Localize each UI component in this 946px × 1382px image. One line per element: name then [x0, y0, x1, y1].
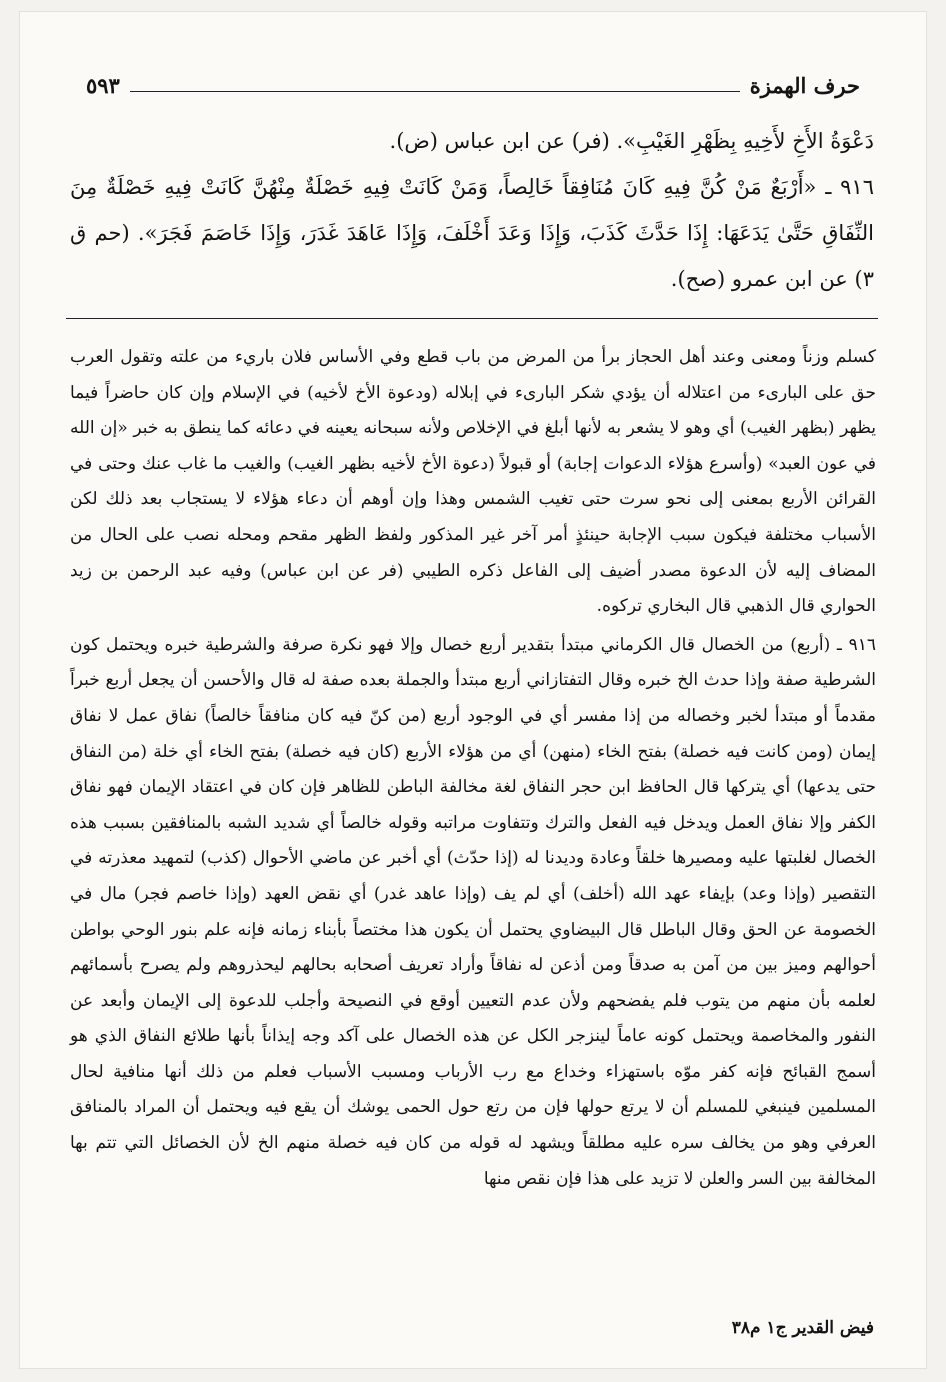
commentary-paragraph-2: ٩١٦ ـ (أربع) من الخصال قال الكرماني مبتدأ بتقدير أربع خصال وإلا فهو نكرة صرفة والشرطية خبره ويحتمل كون الشرطية صفة وإذا حدث الخ خبره وقال التفتازاني أربع مبتدأ والجملة بعده صفة له قال والأحسن أن يجعل أربع خبراً مقدماً أو مبتدأ لخبر وخصاله من إذا مفسر أي في الوجود أربع (من كنّ فيه كان منافقاً خالصاً) نفاق عمل لا نفاق إيمان (ومن كانت فيه خصلة) بفتح الخاء (منهن) أي من هؤلاء الأربع (كان فيه خصلة) بفتح الخاء أي خلة (من النفاق حتى يدعها) أي يتركها قال الحافظ ابن حجر النفاق لغة مخالفة الباطن للظاهر فإن كان في اعتقاد الإيمان فهو نفاق الكفر وإلا نفاق العمل ويدخل فيه الفعل والترك وتتفاوت مراتبه وقوله خالصاً أي شديد الشبه بالمنافقين بسبب هذه الخصال لغلبتها عليه ومصيرها خلقاً وعادة وديدنا له (إذا حدّث) أي أخبر عن ماضي الأحوال (كذب) لتمهيد معذرته في التقصير (وإذا وعد) بإيفاء عهد الله (أخلف) أي لم يف (وإذا عاهد غدر) أي نقض العهد (وإذا خاصم فجر) مال في الخصومة عن الحق وقال الباطل قال البيضاوي يحتمل أن يكون هذا مختصاً بأبناء زمانه فإنه علم بنور الوحي بواطن أحوالهم وميز بين من آمن به صدقاً ومن أذعن له نفاقاً وأراد تعريف أصحابه بحالهم ليحذروهم ولم يصرح بأسمائهم لعلمه بأن منهم من يتوب فلم يفضحهم ولأن عدم التعيين أوقع في النصيحة وأجلب للدعوة إلى الإيمان وأبعد عن النفور والمخاصمة ويحتمل كونه عاماً لينزجر الكل عن هذه الخصال على آكد وجه إيذاناً بأنها طلائع النفاق الذي هو أسمج القبائح فإنه كفر موّه باستهزاء وخداع مع رب الأرباب ومسبب الأسباب فعلم من ذلك أنها منافية لحال المسلمين فينبغي للمسلم أن لا يرتع حولها فإن من رتع حول الحمى يوشك أن يقع فيه ويحتمل أن المراد بالمنافق العرفي وهو من يخالف سره عليه مطلقاً ويشهد له قوله من كان فيه خصلة منهم الخ لأن الخصائل التي تتم بها المخالفة بين السر والعلن لا تزيد على هذا فإن نقص منها — [70, 634, 876, 1189]
header-rule — [130, 91, 740, 92]
page-header — [86, 70, 860, 100]
commentary-text — [70, 340, 876, 1200]
hadith-916: ٩١٦ ـ «أَرْبَعٌ مَنْ كُنَّ فِيهِ كَانَ مُنَافِقاً خَالِصاً، وَمَنْ كَانَتْ فِيهِ خَصْلَةٌ مِنْهُنَّ كَانَتْ فِيهِ خَصْلَةٌ مِنَ النِّفَاقِ حَتَّىٰ يَدَعَهَا: إِذَا حَدَّثَ كَذَبَ، وَإِذَا وَعَدَ أَخْلَفَ، وَإِذَا عَاهَدَ غَدَرَ، وَإِذَا خَاصَمَ فَجَرَ». (حم ق ٣) عن ابن عمرو (صح). — [70, 175, 874, 291]
signature-mark: فيض القدير ج١ م٣٨ — [731, 1318, 874, 1338]
commentary-paragraph-1: كسلم وزناً ومعنى وعند أهل الحجاز برأ من المرض من باب قطع وفي الأساس فلان باريء من علته وتقول العرب حق على البارىء من اعتلاله أن يؤدي شكر البارىء في إبلاله (ودعوة الأخ لأخيه) في الإسلام وإن كان حاضراً فيما يظهر (بظهر الغيب) أي وهو لا يشعر به لأنها أبلغ في الإخلاص ولأنه سبحانه يعينه في دعائه كما ينطق به خبر «إن الله في عون العبد» (وأسرع هؤلاء الدعوات إجابة) أو قبولاً (دعوة الأخ لأخيه بظهر الغيب) والغيب ما غاب عنك وحتى في القرائن الأربع بمعنى إلى نحو سرت حتى تغيب الشمس وهذا وإن أوهم أن دعاء هؤلاء لا يستجاب بعد ذلك لكن الأسباب مختلفة فيكون سبب الإجابة حينئذٍ أمر آخر غير المذكور ولفظ الظهر مقحم ومحله نصب على الحال من المضاف إليه لأن الدعوة مصدر أضيف إلى الفاعل ذكره الطيبي (فر عن ابن عباس) وفيه عبد الرحمن بن زيد الحواري قال الذهبي قال البخاري تركوه. — [70, 347, 876, 617]
chapter-title: حرف الهمزة — [749, 72, 860, 98]
hadith-text — [70, 118, 874, 302]
footnote-separator — [66, 318, 878, 319]
hadith-previous-line: دَعْوَةُ الأَخِ لأَخِيهِ بِظَهْرِ الغَيْبِ». (فر) عن ابن عباس (ض). — [389, 129, 874, 153]
page-number: ٥٩٣ — [86, 72, 120, 98]
